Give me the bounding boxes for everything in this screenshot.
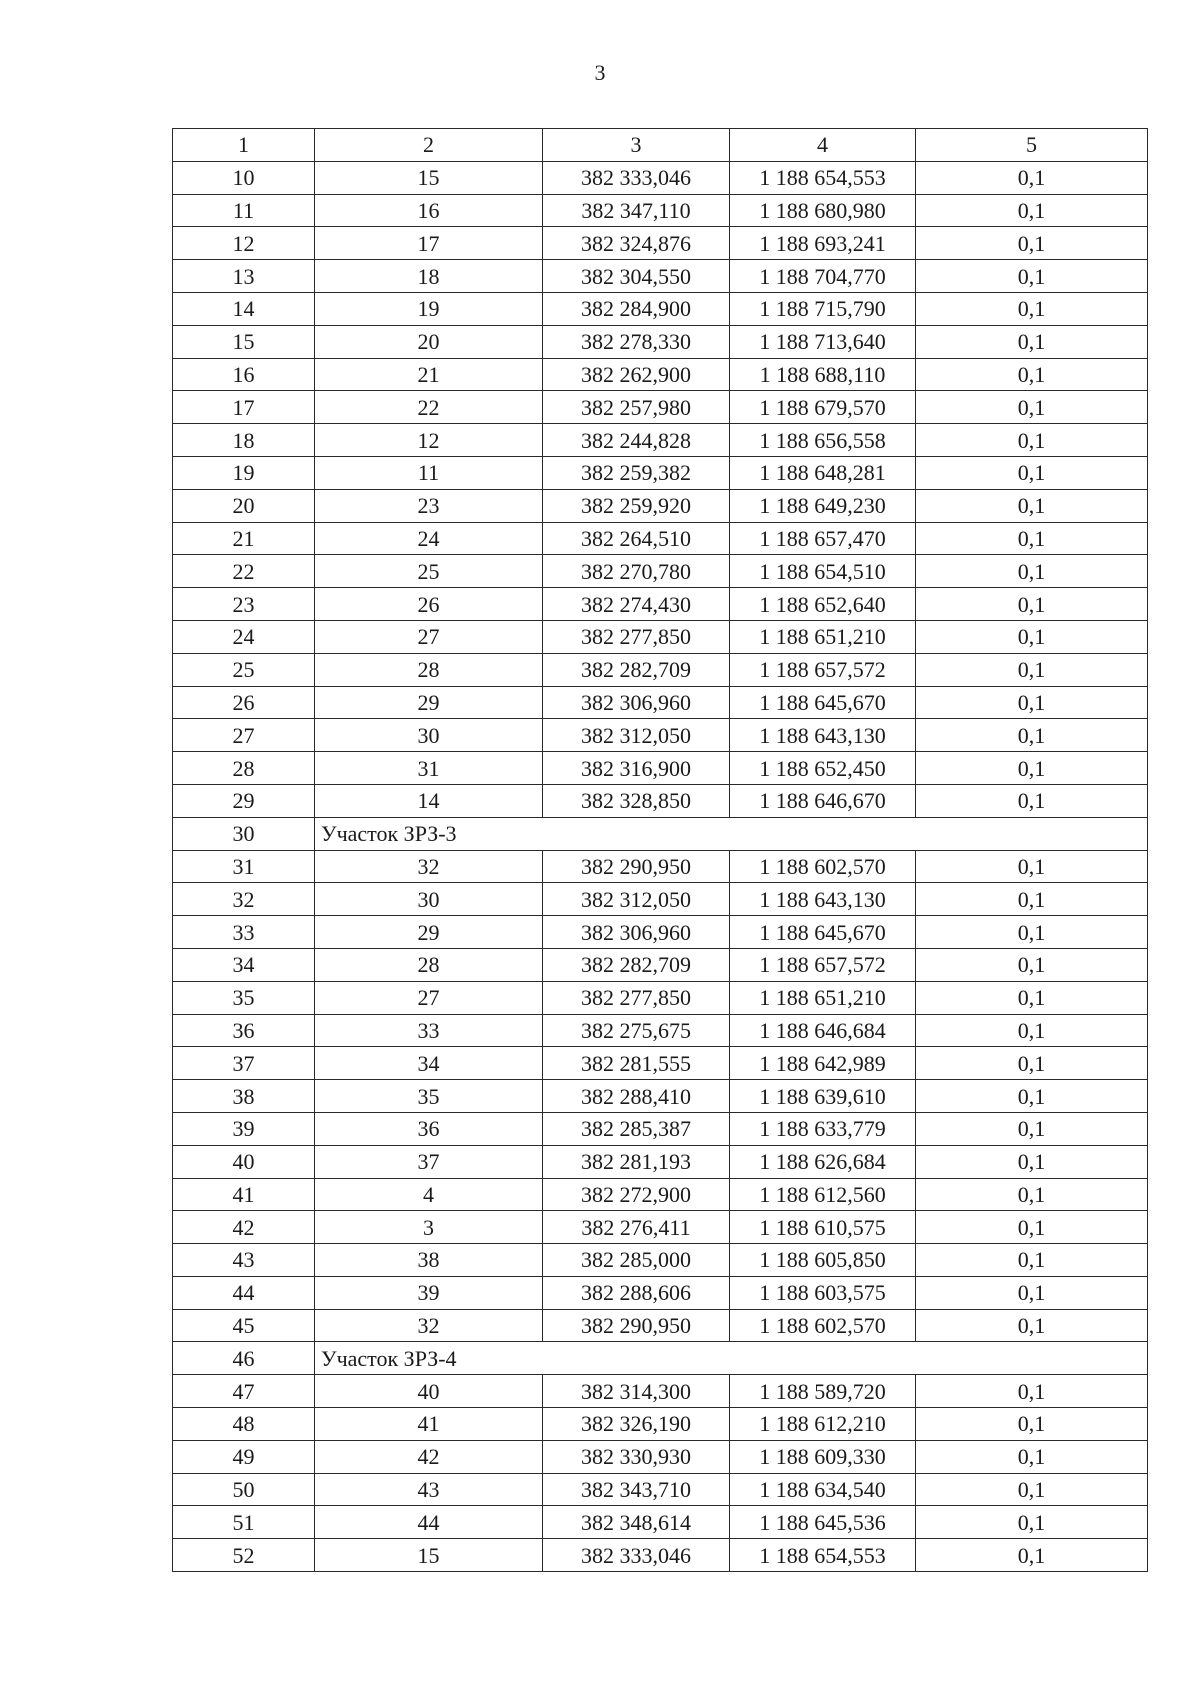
point-number-cell: 18	[315, 260, 543, 293]
accuracy-cell: 0,1	[916, 883, 1148, 916]
accuracy-cell: 0,1	[916, 358, 1148, 391]
y-coordinate-cell: 1 188 657,572	[730, 653, 916, 686]
x-coordinate-cell: 382 324,876	[543, 227, 730, 260]
accuracy-cell: 0,1	[916, 161, 1148, 194]
table-row	[173, 653, 1148, 686]
row-number-cell: 34	[173, 948, 315, 981]
x-coordinate-cell: 382 274,430	[543, 588, 730, 621]
y-coordinate-cell: 1 188 602,570	[730, 850, 916, 883]
table-row	[173, 1178, 1148, 1211]
x-coordinate-cell: 382 276,411	[543, 1211, 730, 1244]
accuracy-cell: 0,1	[916, 1506, 1148, 1539]
point-number-cell: 23	[315, 489, 543, 522]
coordinates-table-body	[173, 129, 1148, 1572]
header-cell-5: 5	[916, 129, 1148, 162]
table-row	[173, 948, 1148, 981]
point-number-cell: 15	[315, 1539, 543, 1572]
accuracy-cell: 0,1	[916, 1244, 1148, 1277]
x-coordinate-cell: 382 257,980	[543, 391, 730, 424]
point-number-cell: 38	[315, 1244, 543, 1277]
table-row	[173, 292, 1148, 325]
x-coordinate-cell: 382 259,382	[543, 456, 730, 489]
y-coordinate-cell: 1 188 651,210	[730, 620, 916, 653]
accuracy-cell: 0,1	[916, 1047, 1148, 1080]
y-coordinate-cell: 1 188 610,575	[730, 1211, 916, 1244]
y-coordinate-cell: 1 188 715,790	[730, 292, 916, 325]
point-number-cell: 30	[315, 719, 543, 752]
row-number-cell: 43	[173, 1244, 315, 1277]
row-number-cell: 33	[173, 916, 315, 949]
y-coordinate-cell: 1 188 645,536	[730, 1506, 916, 1539]
table-row	[173, 1211, 1148, 1244]
table-row	[173, 358, 1148, 391]
row-number-cell: 11	[173, 194, 315, 227]
y-coordinate-cell: 1 188 654,553	[730, 1539, 916, 1572]
table-row	[173, 456, 1148, 489]
accuracy-cell: 0,1	[916, 227, 1148, 260]
row-number-cell: 26	[173, 686, 315, 719]
table-row	[173, 1014, 1148, 1047]
table-row	[173, 489, 1148, 522]
point-number-cell: 35	[315, 1080, 543, 1113]
accuracy-cell: 0,1	[916, 686, 1148, 719]
x-coordinate-cell: 382 290,950	[543, 1309, 730, 1342]
point-number-cell: 24	[315, 522, 543, 555]
row-number-cell: 49	[173, 1440, 315, 1473]
accuracy-cell: 0,1	[916, 1080, 1148, 1113]
table-row	[173, 1244, 1148, 1277]
y-coordinate-cell: 1 188 649,230	[730, 489, 916, 522]
header-cell-3: 3	[543, 129, 730, 162]
y-coordinate-cell: 1 188 654,510	[730, 555, 916, 588]
row-number-cell: 18	[173, 424, 315, 457]
y-coordinate-cell: 1 188 656,558	[730, 424, 916, 457]
accuracy-cell: 0,1	[916, 588, 1148, 621]
point-number-cell: 22	[315, 391, 543, 424]
point-number-cell: 15	[315, 161, 543, 194]
x-coordinate-cell: 382 277,850	[543, 620, 730, 653]
accuracy-cell: 0,1	[916, 620, 1148, 653]
table-row	[173, 260, 1148, 293]
point-number-cell: 28	[315, 948, 543, 981]
y-coordinate-cell: 1 188 602,570	[730, 1309, 916, 1342]
row-number-cell: 15	[173, 325, 315, 358]
x-coordinate-cell: 382 272,900	[543, 1178, 730, 1211]
point-number-cell: 20	[315, 325, 543, 358]
accuracy-cell: 0,1	[916, 1211, 1148, 1244]
y-coordinate-cell: 1 188 652,640	[730, 588, 916, 621]
point-number-cell: 19	[315, 292, 543, 325]
x-coordinate-cell: 382 275,675	[543, 1014, 730, 1047]
y-coordinate-cell: 1 188 679,570	[730, 391, 916, 424]
table-row	[173, 1309, 1148, 1342]
row-number-cell: 48	[173, 1408, 315, 1441]
accuracy-cell: 0,1	[916, 489, 1148, 522]
x-coordinate-cell: 382 259,920	[543, 489, 730, 522]
y-coordinate-cell: 1 188 654,553	[730, 161, 916, 194]
point-number-cell: 28	[315, 653, 543, 686]
accuracy-cell: 0,1	[916, 292, 1148, 325]
point-number-cell: 16	[315, 194, 543, 227]
section-row	[173, 817, 1148, 850]
x-coordinate-cell: 382 278,330	[543, 325, 730, 358]
x-coordinate-cell: 382 333,046	[543, 1539, 730, 1572]
point-number-cell: 27	[315, 981, 543, 1014]
point-number-cell: 36	[315, 1112, 543, 1145]
accuracy-cell: 0,1	[916, 981, 1148, 1014]
accuracy-cell: 0,1	[916, 752, 1148, 785]
row-number-cell: 51	[173, 1506, 315, 1539]
accuracy-cell: 0,1	[916, 1408, 1148, 1441]
y-coordinate-cell: 1 188 680,980	[730, 194, 916, 227]
y-coordinate-cell: 1 188 634,540	[730, 1473, 916, 1506]
table-row	[173, 1047, 1148, 1080]
point-number-cell: 33	[315, 1014, 543, 1047]
row-number-cell: 17	[173, 391, 315, 424]
x-coordinate-cell: 382 306,960	[543, 686, 730, 719]
point-number-cell: 39	[315, 1276, 543, 1309]
row-number-cell: 20	[173, 489, 315, 522]
point-number-cell: 11	[315, 456, 543, 489]
table-row	[173, 883, 1148, 916]
accuracy-cell: 0,1	[916, 391, 1148, 424]
table-row	[173, 1276, 1148, 1309]
accuracy-cell: 0,1	[916, 916, 1148, 949]
accuracy-cell: 0,1	[916, 1375, 1148, 1408]
accuracy-cell: 0,1	[916, 1309, 1148, 1342]
point-number-cell: 42	[315, 1440, 543, 1473]
row-number-cell: 13	[173, 260, 315, 293]
table-row	[173, 686, 1148, 719]
row-number-cell: 10	[173, 161, 315, 194]
y-coordinate-cell: 1 188 645,670	[730, 916, 916, 949]
point-number-cell: 43	[315, 1473, 543, 1506]
table-row	[173, 161, 1148, 194]
table-row	[173, 784, 1148, 817]
row-number-cell: 24	[173, 620, 315, 653]
table-row	[173, 752, 1148, 785]
x-coordinate-cell: 382 326,190	[543, 1408, 730, 1441]
x-coordinate-cell: 382 282,709	[543, 948, 730, 981]
point-number-cell: 17	[315, 227, 543, 260]
y-coordinate-cell: 1 188 646,670	[730, 784, 916, 817]
accuracy-cell: 0,1	[916, 1276, 1148, 1309]
point-number-cell: 30	[315, 883, 543, 916]
row-number-cell: 46	[173, 1342, 315, 1375]
row-number-cell: 36	[173, 1014, 315, 1047]
accuracy-cell: 0,1	[916, 194, 1148, 227]
row-number-cell: 40	[173, 1145, 315, 1178]
accuracy-cell: 0,1	[916, 1112, 1148, 1145]
x-coordinate-cell: 382 343,710	[543, 1473, 730, 1506]
x-coordinate-cell: 382 264,510	[543, 522, 730, 555]
point-number-cell: 40	[315, 1375, 543, 1408]
table-row	[173, 1080, 1148, 1113]
point-number-cell: 29	[315, 916, 543, 949]
accuracy-cell: 0,1	[916, 1440, 1148, 1473]
table-row	[173, 1440, 1148, 1473]
table-header-row	[173, 129, 1148, 162]
point-number-cell: 29	[315, 686, 543, 719]
y-coordinate-cell: 1 188 643,130	[730, 719, 916, 752]
table-row	[173, 1375, 1148, 1408]
accuracy-cell: 0,1	[916, 784, 1148, 817]
row-number-cell: 32	[173, 883, 315, 916]
row-number-cell: 47	[173, 1375, 315, 1408]
row-number-cell: 35	[173, 981, 315, 1014]
x-coordinate-cell: 382 306,960	[543, 916, 730, 949]
x-coordinate-cell: 382 288,410	[543, 1080, 730, 1113]
coordinates-table	[172, 128, 1148, 1572]
accuracy-cell: 0,1	[916, 1539, 1148, 1572]
row-number-cell: 19	[173, 456, 315, 489]
row-number-cell: 38	[173, 1080, 315, 1113]
y-coordinate-cell: 1 188 603,575	[730, 1276, 916, 1309]
header-cell-1: 1	[173, 129, 315, 162]
accuracy-cell: 0,1	[916, 522, 1148, 555]
y-coordinate-cell: 1 188 652,450	[730, 752, 916, 785]
table-row	[173, 555, 1148, 588]
point-number-cell: 31	[315, 752, 543, 785]
x-coordinate-cell: 382 316,900	[543, 752, 730, 785]
point-number-cell: 12	[315, 424, 543, 457]
accuracy-cell: 0,1	[916, 1145, 1148, 1178]
table-row	[173, 588, 1148, 621]
row-number-cell: 37	[173, 1047, 315, 1080]
table-row	[173, 194, 1148, 227]
point-number-cell: 25	[315, 555, 543, 588]
row-number-cell: 52	[173, 1539, 315, 1572]
point-number-cell: 41	[315, 1408, 543, 1441]
y-coordinate-cell: 1 188 713,640	[730, 325, 916, 358]
accuracy-cell: 0,1	[916, 260, 1148, 293]
table-row	[173, 1506, 1148, 1539]
table-row	[173, 1473, 1148, 1506]
header-cell-4: 4	[730, 129, 916, 162]
x-coordinate-cell: 382 348,614	[543, 1506, 730, 1539]
point-number-cell: 32	[315, 850, 543, 883]
y-coordinate-cell: 1 188 646,684	[730, 1014, 916, 1047]
x-coordinate-cell: 382 288,606	[543, 1276, 730, 1309]
row-number-cell: 31	[173, 850, 315, 883]
accuracy-cell: 0,1	[916, 1014, 1148, 1047]
point-number-cell: 4	[315, 1178, 543, 1211]
point-number-cell: 3	[315, 1211, 543, 1244]
table-row	[173, 1539, 1148, 1572]
row-number-cell: 42	[173, 1211, 315, 1244]
row-number-cell: 28	[173, 752, 315, 785]
row-number-cell: 21	[173, 522, 315, 555]
x-coordinate-cell: 382 281,555	[543, 1047, 730, 1080]
table-row	[173, 981, 1148, 1014]
accuracy-cell: 0,1	[916, 948, 1148, 981]
y-coordinate-cell: 1 188 693,241	[730, 227, 916, 260]
y-coordinate-cell: 1 188 612,560	[730, 1178, 916, 1211]
y-coordinate-cell: 1 188 609,330	[730, 1440, 916, 1473]
row-number-cell: 12	[173, 227, 315, 260]
y-coordinate-cell: 1 188 605,850	[730, 1244, 916, 1277]
y-coordinate-cell: 1 188 626,684	[730, 1145, 916, 1178]
row-number-cell: 45	[173, 1309, 315, 1342]
point-number-cell: 34	[315, 1047, 543, 1080]
row-number-cell: 50	[173, 1473, 315, 1506]
x-coordinate-cell: 382 333,046	[543, 161, 730, 194]
row-number-cell: 30	[173, 817, 315, 850]
y-coordinate-cell: 1 188 639,610	[730, 1080, 916, 1113]
x-coordinate-cell: 382 312,050	[543, 883, 730, 916]
point-number-cell: 14	[315, 784, 543, 817]
table-row	[173, 719, 1148, 752]
y-coordinate-cell: 1 188 612,210	[730, 1408, 916, 1441]
table-row	[173, 325, 1148, 358]
y-coordinate-cell: 1 188 643,130	[730, 883, 916, 916]
accuracy-cell: 0,1	[916, 555, 1148, 588]
table-row	[173, 391, 1148, 424]
row-number-cell: 16	[173, 358, 315, 391]
accuracy-cell: 0,1	[916, 424, 1148, 457]
section-row	[173, 1342, 1148, 1375]
x-coordinate-cell: 382 262,900	[543, 358, 730, 391]
accuracy-cell: 0,1	[916, 456, 1148, 489]
accuracy-cell: 0,1	[916, 1473, 1148, 1506]
y-coordinate-cell: 1 188 657,572	[730, 948, 916, 981]
accuracy-cell: 0,1	[916, 325, 1148, 358]
row-number-cell: 41	[173, 1178, 315, 1211]
x-coordinate-cell: 382 347,110	[543, 194, 730, 227]
point-number-cell: 32	[315, 1309, 543, 1342]
row-number-cell: 14	[173, 292, 315, 325]
table-row	[173, 1408, 1148, 1441]
y-coordinate-cell: 1 188 642,989	[730, 1047, 916, 1080]
y-coordinate-cell: 1 188 648,281	[730, 456, 916, 489]
x-coordinate-cell: 382 312,050	[543, 719, 730, 752]
y-coordinate-cell: 1 188 633,779	[730, 1112, 916, 1145]
row-number-cell: 44	[173, 1276, 315, 1309]
accuracy-cell: 0,1	[916, 1178, 1148, 1211]
x-coordinate-cell: 382 244,828	[543, 424, 730, 457]
accuracy-cell: 0,1	[916, 850, 1148, 883]
row-number-cell: 23	[173, 588, 315, 621]
x-coordinate-cell: 382 290,950	[543, 850, 730, 883]
y-coordinate-cell: 1 188 589,720	[730, 1375, 916, 1408]
point-number-cell: 26	[315, 588, 543, 621]
y-coordinate-cell: 1 188 657,470	[730, 522, 916, 555]
row-number-cell: 22	[173, 555, 315, 588]
point-number-cell: 27	[315, 620, 543, 653]
table-row	[173, 522, 1148, 555]
table-row	[173, 850, 1148, 883]
section-label-cell: Участок ЗРЗ-3	[315, 817, 1148, 850]
x-coordinate-cell: 382 314,300	[543, 1375, 730, 1408]
table-row	[173, 620, 1148, 653]
x-coordinate-cell: 382 285,000	[543, 1244, 730, 1277]
point-number-cell: 21	[315, 358, 543, 391]
table-row	[173, 916, 1148, 949]
x-coordinate-cell: 382 285,387	[543, 1112, 730, 1145]
page-number: 3	[594, 60, 606, 85]
x-coordinate-cell: 382 281,193	[543, 1145, 730, 1178]
table-row	[173, 424, 1148, 457]
y-coordinate-cell: 1 188 688,110	[730, 358, 916, 391]
x-coordinate-cell: 382 277,850	[543, 981, 730, 1014]
point-number-cell: 37	[315, 1145, 543, 1178]
section-label-cell: Участок ЗРЗ-4	[315, 1342, 1148, 1375]
header-cell-2: 2	[315, 129, 543, 162]
point-number-cell: 44	[315, 1506, 543, 1539]
x-coordinate-cell: 382 330,930	[543, 1440, 730, 1473]
y-coordinate-cell: 1 188 651,210	[730, 981, 916, 1014]
x-coordinate-cell: 382 328,850	[543, 784, 730, 817]
row-number-cell: 29	[173, 784, 315, 817]
accuracy-cell: 0,1	[916, 653, 1148, 686]
accuracy-cell: 0,1	[916, 719, 1148, 752]
x-coordinate-cell: 382 284,900	[543, 292, 730, 325]
table-row	[173, 1112, 1148, 1145]
row-number-cell: 25	[173, 653, 315, 686]
row-number-cell: 39	[173, 1112, 315, 1145]
x-coordinate-cell: 382 282,709	[543, 653, 730, 686]
y-coordinate-cell: 1 188 704,770	[730, 260, 916, 293]
table-row	[173, 1145, 1148, 1178]
x-coordinate-cell: 382 304,550	[543, 260, 730, 293]
x-coordinate-cell: 382 270,780	[543, 555, 730, 588]
table-row	[173, 227, 1148, 260]
y-coordinate-cell: 1 188 645,670	[730, 686, 916, 719]
row-number-cell: 27	[173, 719, 315, 752]
